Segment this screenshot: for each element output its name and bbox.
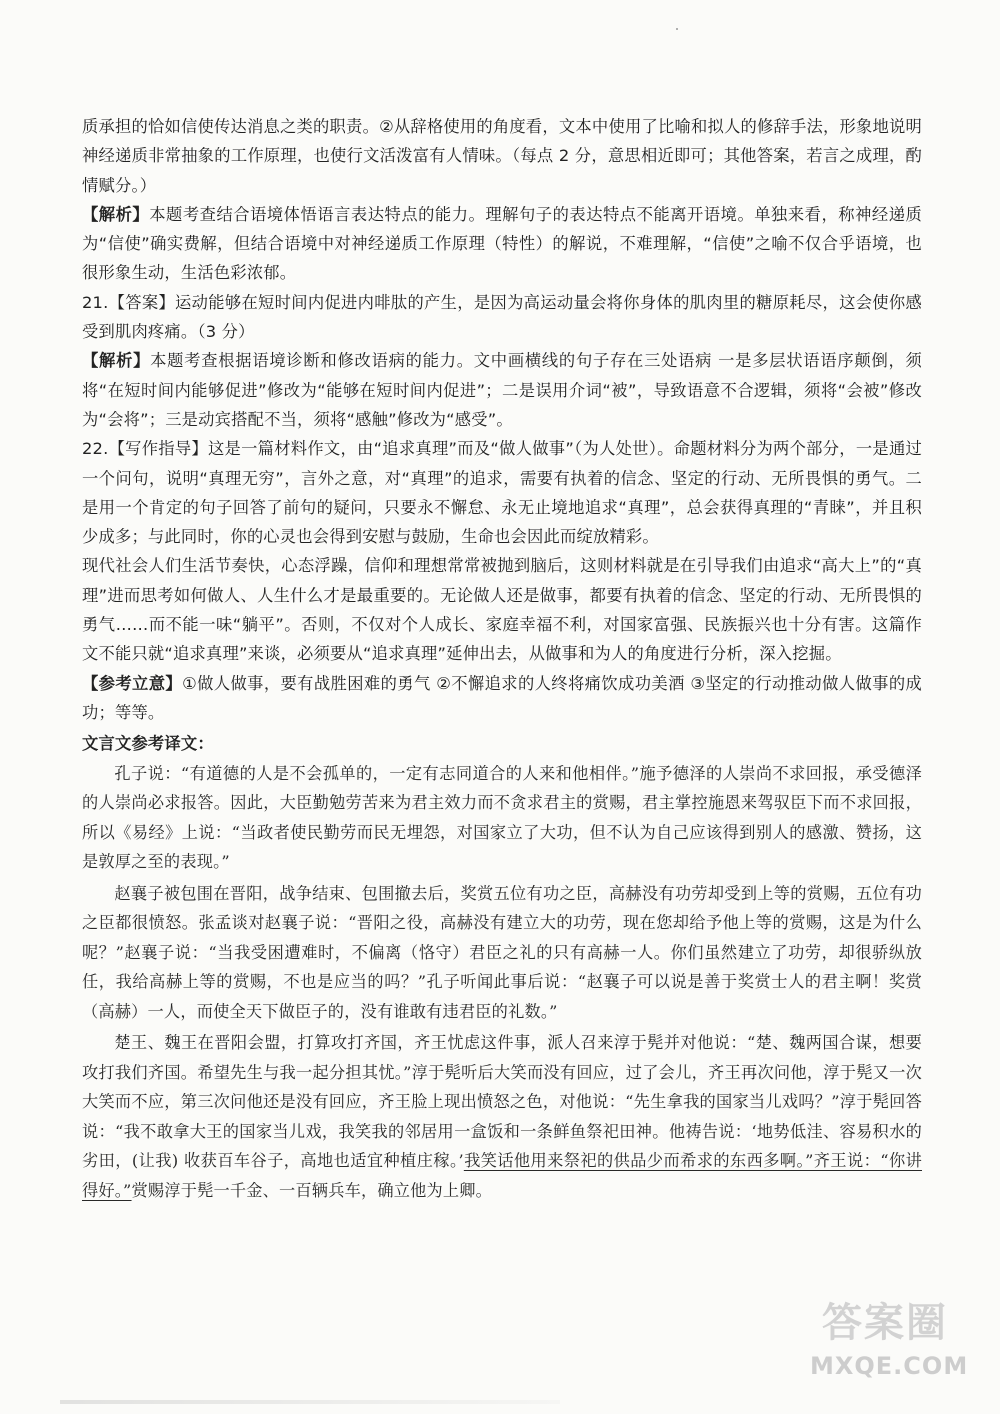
translation-p3-tail: 赏赐淳于髡一千金、一百辆兵车，确立他为上卿。	[131, 1180, 493, 1200]
analysis-21-text: 本题考查根据语境诊断和修改语病的能力。文中画横线的句子存在三处语病 一是多层状语语序颠倒，须将“在短时间内能够促进”修改为“能够在短时间内促进”；二是误用介词“被”，导致语意不合逻辑，须将“会被”修改为“会将”；三是动宾搭配不当，须将“感触”修改为“感受”。	[82, 351, 922, 429]
translation-paragraph-2: 赵襄子被包围在晋阳，战争结束、包围撤去后，奖赏五位有功之臣，高赫没有功劳却受到上等的赏赐，五位有功之臣都很愤怒。张孟谈对赵襄子说：“晋阳之役，高赫没有建立大的功劳，现在您却给予他上等的赏赐，这是为什么呢？”赵襄子说：“当我受困遭难时，不偏离（恪守）君臣之礼的只有高赫一人。你们虽然建立了功劳，却很骄纵放任，我给高赫上等的赏赐，不也是应当的吗？”孔子听闻此事后说：“赵襄子可以说是善于奖赏士人的君主啊！奖赏（高赫）一人，而使全天下做臣子的，没有谁敢有违君臣的礼数。”	[82, 883, 922, 1021]
translation-p3-main: 楚王、魏王在晋阳会盟，打算攻打齐国，齐王忧虑这件事，派人召来淳于髡并对他说：“楚、魏两国合谋，想要攻打我们齐国。希望先生与我一起分担其忧。”淳于髡听后大笑而没有回应，过了会儿，齐王再次问他，淳于髡又一次大笑而不应，第三次问他还是没有回应，齐王脸上现出愤怒之色，对他说：“先生拿我的国家当儿戏吗？”淳于髡回答说：“我不敢拿大王的国家当儿戏，我笑我的邻居用一盒饭和一条鲜鱼祭祀田神。他祷告说：‘地势低洼、容易积水的劣田，(让我) 收获百车谷子，高地也适宜种植庄稼。’	[82, 1033, 922, 1171]
translation-paragraph-3	[82, 1028, 922, 1205]
analysis-tag: 【解析】	[82, 204, 150, 224]
answer-21-text: 运动能够在短时间内促进内啡肽的产生，是因为高运动量会将你身体的肌肉里的糖原耗尽，这会使你感受到肌肉疼痛。（3 分）	[82, 292, 922, 342]
writing-guide-text: 这是一篇材料作文，由“追求真理”而及“做人做事”（为人处世）。命题材料分为两个部分，一是通过一个问句，说明“真理无穷”，言外之意，对“真理”的追求，需要有执着的信念、坚定的行动、无所畏惧的勇气。二是用一个肯定的句子回答了前句的疑问，只要永不懈怠、永无止境地追求“真理”，总会获得真理的“青睐”，并且积少成多；与此同时，你的心灵也会得到安慰与鼓励，生命也会因此而绽放精彩。	[82, 439, 923, 547]
writing-guide-22-cont: 现代社会人们生活节奏快，心态浮躁，信仰和理想常常被抛到脑后，这则材料就是在引导我们由追求“高大上”的“真理”进而思考如何做人、人生什么才是最重要的。无论做人还是做事，都要有执着的信念、坚定的行动、无所畏惧的勇气……而不能一味“躺平”。否则，不仅对个人成长、家庭幸福不利，对国家富强、民族振兴也十分有害。这篇作文不能只就“追求真理”来谈，必须要从“追求真理”延伸出去，从做事和为人的角度进行分析，深入挖掘。	[82, 556, 922, 664]
writing-guide-tag: 22.【写作指导】	[82, 439, 208, 459]
answer-20-continuation: 质承担的恰如信使传达消息之类的职责。②从辞格使用的角度看，文本中使用了比喻和拟人的修辞手法，形象地说明神经递质非常抽象的工作原理，也使行文活泼富有人情味。（每点 2 分，意思相近即可；其他答案，若言之成理，酌情赋分。）	[82, 117, 922, 195]
scan-edge-shadow	[60, 1400, 560, 1404]
reference-theme-tag: 【参考立意】	[82, 673, 183, 693]
watermark-logo-text: 答案圈	[822, 1300, 948, 1346]
translation-paragraph-1: 孔子说：“有道德的人是不会孤单的，一定有志同道合的人来和他相伴。”施予德泽的人崇尚不求回报，承受德泽的人崇尚必求报答。因此，大臣勤勉劳苦来为君主效力而不贪求君主的赏赐，君主掌控施恩来驾驭臣下而不求回报，所以《易经》上说：“当政者使民勤劳而民无埋怨，对国家立了大功，但不认为自己应该得到别人的感激、赞扬，这是敦厚之至的表现。”	[82, 763, 922, 872]
reference-theme-text: ①做人做事，要有战胜困难的勇气 ②不懈追求的人终将痛饮成功美酒 ③坚定的行动推动做人做事的成功；等等。	[82, 673, 922, 722]
reference-theme	[82, 669, 922, 728]
classical-translation-title: 文言文参考译文：	[82, 734, 214, 754]
writing-guide-22	[82, 434, 922, 551]
scan-speck	[676, 28, 678, 30]
answer-content	[82, 112, 922, 1205]
translation-p3-underlined: 我笑话他用来祭祀的供品少而希求的东西多啊。”齐王说：“你讲得好。”	[82, 1151, 922, 1200]
site-watermark	[810, 1294, 969, 1394]
analysis-tag: 【解析】	[82, 351, 151, 371]
watermark-url: MXQE.COM	[810, 1352, 969, 1380]
analysis-20	[82, 200, 922, 288]
answer-21	[82, 288, 922, 347]
answer-21-tag: 21.【答案】	[82, 292, 176, 312]
analysis-20-text: 本题考查结合语境体悟语言表达特点的能力。理解句子的表达特点不能离开语境。单独来看，称神经递质为“信使”确实费解，但结合语境中对神经递质工作原理（特性）的解说，不难理解，“信使”之喻不仅合乎语境，也很形象生动，生活色彩浓郁。	[82, 204, 922, 283]
analysis-21	[82, 346, 922, 434]
classical-translation	[82, 759, 922, 1206]
